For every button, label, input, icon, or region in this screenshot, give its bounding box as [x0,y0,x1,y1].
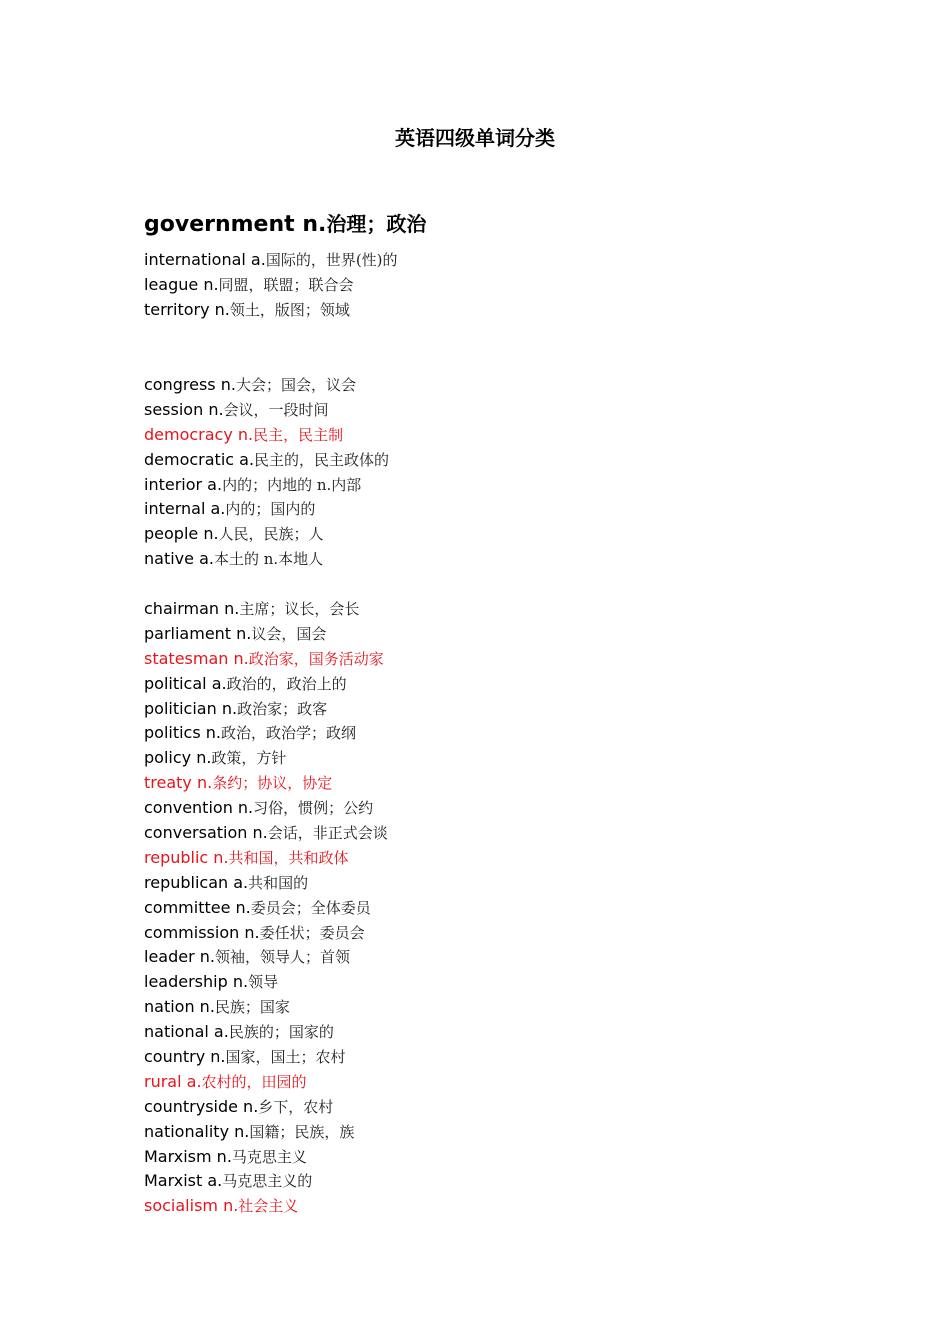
vocab-entry [144,672,388,697]
vocab-entry [144,970,388,995]
vocab-group-1 [144,248,398,323]
entry-word: convention n. [144,798,254,818]
entry-meaning: 主席；议长，会长 [239,600,360,618]
entry-meaning: 领土，版图；领域 [229,300,350,319]
vocab-entry [144,398,389,423]
document-title: 英语四级单词分类 [395,126,555,150]
vocab-entry [144,945,388,970]
entry-meaning: 政治家；政客 [237,699,328,718]
entry-meaning: 共和国的 [248,873,309,892]
entry-meaning: 会议，一段时间 [223,400,329,419]
entry-word: socialism n. [144,1196,239,1216]
vocab-entry [144,473,389,498]
entry-word: statesman n. [144,648,249,668]
vocab-entry [144,522,389,547]
entry-meaning: 民主的，民主政体的 [254,450,390,469]
vocab-entry [144,846,388,871]
vocab-entry [144,273,398,298]
vocab-entry [144,1145,388,1170]
entry-word: league n. [144,274,219,294]
entry-word: national a. [144,1022,229,1042]
entry-word: interior a. [144,474,223,494]
entry-word: nation n. [144,997,215,1017]
entry-meaning: 会话，非正式会谈 [267,824,388,843]
entry-meaning: 同盟，联盟；联合会 [218,275,354,294]
entry-word: politician n. [144,698,238,718]
vocab-entry [144,1194,388,1219]
entry-word: Marxism n. [144,1146,232,1166]
entry-word: parliament n. [144,623,252,643]
entry-meaning: 人民，民族；人 [218,525,324,544]
entry-word: politics n. [144,723,221,743]
heading-meaning: 治理；政治 [326,212,427,236]
entry-word: treaty n. [144,773,213,793]
entry-meaning: 国际的，世界(性)的 [265,251,398,269]
entry-word: committee n. [144,897,251,917]
entry-meaning: 委任状；委员会 [259,923,365,942]
vocab-entry [144,1120,388,1145]
vocab-entry [144,647,388,672]
vocab-entry [144,622,388,647]
entry-word: policy n. [144,748,212,768]
vocab-entry [144,1045,388,1070]
entry-meaning: 政治的，政治上的 [226,674,347,693]
entry-word: people n. [144,524,219,544]
vocab-entry [144,1095,388,1120]
entry-meaning: 社会主义 [238,1197,299,1216]
vocab-entry [144,796,388,821]
entry-word: democracy n. [144,424,254,444]
vocab-entry [144,771,388,796]
entry-meaning: 民主，民主制 [253,425,344,444]
entry-meaning: 领导 [248,973,279,992]
vocab-entry [144,1070,388,1095]
entry-meaning: 民族；国家 [214,998,290,1017]
vocab-entry [144,597,388,622]
entry-word: leader n. [144,947,215,967]
entry-word: territory n. [144,299,230,319]
vocab-entry [144,373,389,398]
vocab-entry [144,298,398,323]
entry-word: republic n. [144,847,229,867]
vocab-entry [144,423,389,448]
entry-meaning: 马克思主义 [231,1147,307,1166]
entry-meaning: 条约；协议，协定 [212,774,333,793]
entry-word: rural a. [144,1071,202,1091]
vocab-entry [144,821,388,846]
entry-meaning: 国家，国土；农村 [225,1048,346,1067]
entry-meaning: 民族的；国家的 [228,1023,334,1042]
vocab-entry [144,1020,388,1045]
entry-meaning: 马克思主义的 [222,1172,313,1191]
entry-word: commission n. [144,922,260,942]
entry-meaning: 政策，方针 [211,749,287,768]
section-heading [144,208,426,237]
entry-word: internal a. [144,499,226,519]
entry-meaning: 议会，国会 [251,624,327,643]
entry-meaning: 大会；国会，议会 [235,376,356,394]
vocab-entry [144,697,388,722]
heading-word: government n. [144,212,327,237]
entry-meaning: 委员会；全体委员 [250,898,371,917]
entry-word: Marxist a. [144,1171,223,1191]
entry-word: conversation n. [144,823,268,843]
vocab-group-3 [144,597,388,1219]
entry-meaning: 政治家，国务活动家 [248,649,384,668]
entry-word: country n. [144,1047,226,1067]
entry-word: session n. [144,399,224,419]
entry-meaning: 共和国，共和政体 [228,848,349,867]
entry-word: leadership n. [144,972,249,992]
entry-word: nationality n. [144,1121,250,1141]
entry-word: chairman n. [144,599,240,618]
entry-meaning: 农村的，田园的 [201,1072,307,1091]
entry-meaning: 政治，政治学；政纲 [221,724,357,743]
vocab-entry [144,995,388,1020]
vocab-entry [144,1169,388,1194]
vocab-entry [144,721,388,746]
vocab-entry [144,921,388,946]
entry-meaning: 本土的 n.本地人 [213,550,324,569]
entry-word: political a. [144,673,227,693]
entry-meaning: 习俗，惯例；公约 [253,799,374,818]
entry-meaning: 乡下，农村 [258,1097,334,1116]
vocab-entry [144,896,388,921]
entry-meaning: 内的；国内的 [225,500,316,519]
entry-word: republican a. [144,872,249,892]
entry-word: countryside n. [144,1096,259,1116]
entry-meaning: 国籍；民族，族 [249,1122,355,1141]
entry-meaning: 领袖，领导人；首领 [214,948,350,967]
vocab-entry [144,248,398,273]
vocab-entry [144,448,389,473]
vocab-entry [144,871,388,896]
entry-word: native a. [144,549,214,569]
vocab-entry [144,547,389,572]
entry-word: democratic a. [144,449,255,469]
vocab-entry [144,746,388,771]
vocab-group-2 [144,373,389,572]
entry-meaning: 内的；内地的 n.内部 [222,475,362,494]
entry-word: international a. [144,250,266,269]
vocab-entry [144,497,389,522]
entry-word: congress n. [144,375,236,394]
